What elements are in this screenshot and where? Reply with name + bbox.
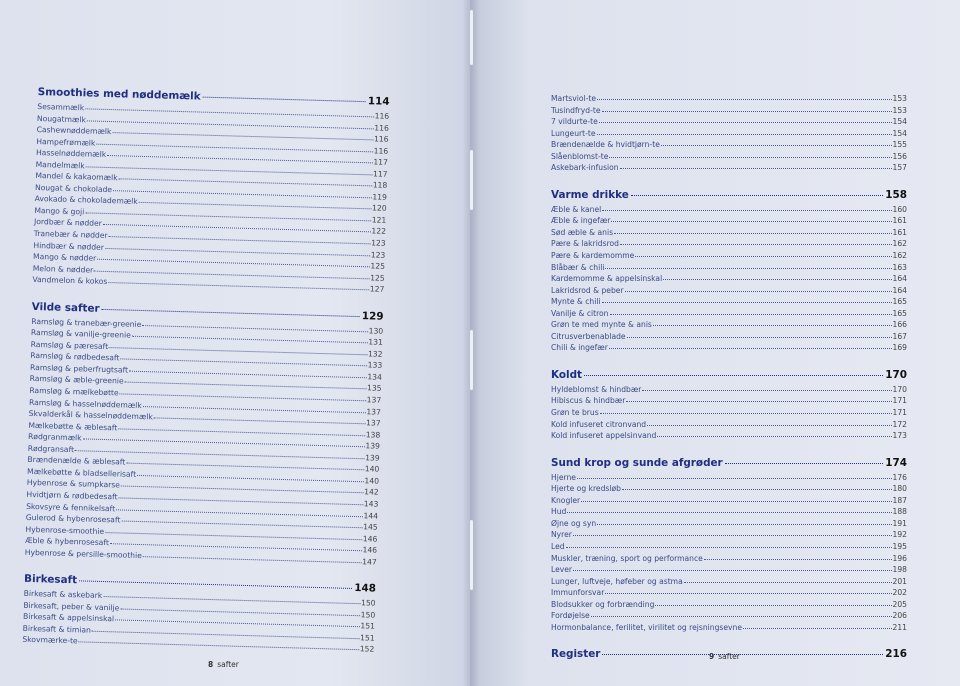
- entry-label: Hibiscus & hindbær: [551, 396, 626, 406]
- entry-page-number: 147: [362, 556, 377, 567]
- entry-label: Hud: [551, 507, 567, 517]
- entry-page-number: 161: [892, 216, 907, 226]
- toc-entry: [551, 408, 907, 420]
- entry-label: Birkesaft & timian: [22, 623, 92, 635]
- entry-label: Chili & ingefær: [551, 343, 608, 353]
- dot-leader: [653, 325, 892, 326]
- entry-page-number: 116: [373, 134, 389, 144]
- entry-page-number: 180: [892, 484, 907, 494]
- entry-label: Grøn te brus: [551, 408, 599, 418]
- entry-label: Æble & hybenrosesaft: [25, 535, 110, 548]
- dot-leader: [126, 463, 364, 471]
- entry-label: Æble & kanel: [551, 204, 602, 214]
- toc-entry: [551, 228, 907, 240]
- toc-entry: [551, 251, 907, 263]
- entry-label: Ramsløg & hasselnøddemælk: [28, 397, 142, 410]
- entry-page-number: 117: [372, 169, 388, 179]
- entry-page-number: 163: [892, 262, 907, 272]
- entry-label: Skovsyre & fennikelsaft: [26, 501, 116, 513]
- dot-leader: [143, 406, 366, 413]
- dot-leader: [567, 512, 891, 513]
- entry-label: Hybenrose & persille-smoothie: [24, 547, 142, 560]
- entry-label: 7 vildurte-te: [551, 117, 598, 127]
- binding-stitch: [470, 10, 473, 65]
- dot-leader: [142, 325, 367, 332]
- toc-entry: [551, 239, 907, 251]
- entry-label: Immunforsvar: [551, 588, 605, 598]
- entry-page-number: 138: [365, 429, 381, 440]
- toc-entry: [551, 420, 907, 432]
- section-title: Birkesaft: [23, 573, 78, 587]
- entry-page-number: 133: [367, 360, 383, 371]
- section-title: Varme drikke: [551, 188, 629, 201]
- entry-page-number: 116: [374, 122, 389, 133]
- section-title: Koldt: [551, 368, 582, 381]
- dot-leader: [600, 413, 892, 414]
- entry-page-number: 139: [365, 441, 381, 451]
- toc-entry: [551, 484, 907, 496]
- entry-page-number: 167: [892, 331, 907, 341]
- entry-page-number: 156: [892, 151, 907, 161]
- entry-label: Mynte & chili: [551, 297, 601, 307]
- entry-page-number: 166: [892, 320, 907, 330]
- entry-page-number: 162: [892, 239, 907, 249]
- dot-leader: [120, 608, 359, 616]
- entry-label: Blåbær & chili: [551, 262, 605, 272]
- toc-entry: [551, 396, 907, 408]
- entry-page-number: 119: [372, 192, 388, 202]
- dot-leader: [626, 401, 891, 402]
- entry-page-number: 151: [360, 621, 376, 631]
- entry-page-number: 169: [892, 343, 907, 353]
- left-folio: [208, 660, 239, 669]
- entry-page-number: 164: [892, 274, 907, 284]
- entry-page-number: 146: [362, 533, 378, 544]
- binding-stitch: [470, 520, 473, 590]
- entry-page-number: 176: [892, 472, 907, 482]
- entry-page-number: 201: [892, 576, 907, 586]
- entry-label: Ramsløg & rødbedesaft: [30, 351, 120, 363]
- entry-page-number: 151: [359, 633, 375, 643]
- entry-label: Tranebær & nødder: [33, 228, 108, 241]
- dot-leader: [614, 233, 891, 234]
- toc-section-heading: [551, 648, 907, 664]
- entry-label: Brændenælde & æblesaft: [27, 455, 126, 467]
- entry-label: Slåenblomst-te: [551, 151, 609, 161]
- entry-label: Hybenrose & sumpkarse: [26, 478, 121, 490]
- section-page-number: 158: [885, 188, 907, 201]
- toc-entry: [551, 343, 907, 355]
- entry-page-number: 170: [892, 384, 907, 394]
- entry-page-number: 165: [892, 308, 907, 318]
- toc-entry: [551, 286, 907, 298]
- dot-leader: [79, 581, 352, 590]
- toc-entry: [551, 611, 907, 623]
- entry-page-number: 205: [892, 599, 907, 609]
- section-page-number: 148: [354, 582, 377, 595]
- dot-leader: [625, 291, 892, 292]
- dot-leader: [143, 556, 361, 563]
- entry-label: Hindbær & nødder: [33, 240, 105, 252]
- section-spacer: [551, 634, 907, 644]
- entry-label: Lungeurt-te: [551, 128, 596, 138]
- entry-page-number: 195: [892, 541, 907, 551]
- entry-label: Ramsløg & tranebær-greenie: [31, 316, 142, 329]
- toc-entry: [551, 577, 907, 589]
- entry-label: Ramsløg & æble-greenie: [29, 374, 124, 386]
- toc-entry: [551, 588, 907, 600]
- entry-page-number: 130: [368, 326, 384, 336]
- section-title: Smoothies med nøddemælk: [37, 85, 201, 103]
- entry-page-number: 125: [370, 261, 386, 271]
- entry-label: Tusindfryd-te: [551, 105, 601, 115]
- entry-page-number: 140: [364, 476, 380, 486]
- entry-label: Pære & kardemomme: [551, 251, 635, 261]
- entry-page-number: 165: [892, 297, 907, 307]
- toc-entry: [551, 320, 907, 332]
- left-page: [0, 0, 470, 686]
- section-title: Sund krop og sunde afgrøder: [551, 456, 723, 469]
- entry-page-number: 125: [370, 273, 385, 283]
- dot-leader: [573, 570, 891, 571]
- toc-entry: [551, 117, 907, 129]
- section-spacer: [551, 175, 907, 185]
- entry-page-number: 211: [892, 622, 907, 632]
- entry-label: Mandelmælk: [35, 159, 85, 171]
- dot-leader: [602, 111, 892, 112]
- dot-leader: [661, 145, 892, 146]
- entry-label: Vandmelon & kokos: [32, 275, 108, 287]
- left-folio-label: safter: [217, 660, 239, 669]
- entry-page-number: 134: [367, 372, 383, 382]
- toc-entry: [551, 565, 907, 577]
- entry-label: Avokado & chokolademælk: [34, 194, 138, 207]
- toc-entry: [551, 152, 907, 164]
- entry-page-number: 142: [364, 487, 379, 498]
- entry-label: Ramsløg & pæresaft: [30, 339, 109, 351]
- entry-label: Mandel & kakaomælk: [35, 171, 118, 183]
- dot-leader: [704, 559, 892, 560]
- dot-leader: [725, 463, 884, 464]
- dot-leader: [657, 436, 891, 437]
- entry-label: Lakridsrod & peber: [551, 285, 624, 295]
- entry-page-number: 144: [363, 510, 379, 521]
- entry-page-number: 135: [366, 383, 382, 394]
- entry-label: Cashewnøddemælk: [36, 125, 112, 137]
- entry-page-number: 157: [892, 163, 907, 173]
- entry-label: Fordøjelse: [551, 611, 590, 621]
- entry-page-number: 140: [364, 464, 380, 474]
- entry-page-number: 162: [892, 251, 907, 261]
- dot-leader: [577, 478, 892, 479]
- dot-leader: [627, 337, 892, 338]
- dot-leader: [610, 314, 892, 315]
- dot-leader: [602, 302, 892, 303]
- toc-entry: [551, 473, 907, 485]
- entry-page-number: 121: [371, 215, 387, 225]
- entry-page-number: 137: [366, 395, 382, 405]
- entry-page-number: 117: [373, 157, 389, 167]
- entry-label: Nougatmælk: [36, 113, 87, 124]
- toc-section-heading: [551, 457, 907, 473]
- entry-page-number: 116: [373, 146, 389, 156]
- entry-page-number: 160: [892, 204, 907, 214]
- entry-label: Mælkebøtte & æblesaft: [28, 420, 118, 433]
- section-page-number: 129: [361, 309, 384, 323]
- toc-entry: [551, 309, 907, 321]
- entry-page-number: 187: [892, 495, 907, 505]
- dot-leader: [609, 348, 892, 349]
- dot-leader: [655, 605, 891, 606]
- entry-page-number: 116: [374, 111, 390, 121]
- dot-leader: [684, 582, 892, 583]
- entry-page-number: 154: [892, 128, 907, 138]
- dot-leader: [647, 425, 891, 426]
- dot-leader: [139, 202, 371, 209]
- entry-page-number: 150: [360, 610, 376, 620]
- entry-label: Jordbær & nødder: [33, 217, 102, 229]
- entry-page-number: 137: [365, 418, 381, 428]
- dot-leader: [591, 616, 892, 617]
- entry-page-number: 191: [892, 518, 907, 528]
- entry-page-number: 196: [892, 553, 907, 563]
- entry-page-number: 155: [892, 140, 907, 150]
- toc-entry: [551, 297, 907, 309]
- entry-label: Hormonbalance, ferilitet, virilitet og rejsningsevne: [551, 622, 743, 632]
- entry-label: Hjerte og kredsløb: [551, 484, 621, 494]
- dot-leader: [129, 371, 366, 379]
- entry-label: Askebark-infusion: [551, 163, 619, 173]
- entry-page-number: 161: [892, 227, 907, 237]
- dot-leader: [203, 97, 366, 103]
- section-page-number: 114: [367, 95, 390, 108]
- toc-entry: [551, 274, 907, 286]
- entry-label: Led: [551, 541, 565, 551]
- dot-leader: [154, 417, 365, 424]
- entry-label: Øjne og syn: [551, 518, 597, 528]
- entry-label: Hyldeblomst & hindbær: [551, 384, 642, 394]
- dot-leader: [663, 279, 891, 280]
- entry-page-number: 143: [363, 499, 379, 509]
- entry-page-number: 132: [367, 349, 383, 359]
- entry-page-number: 154: [892, 117, 907, 127]
- toc-entry: [551, 205, 907, 217]
- entry-page-number: 153: [892, 94, 907, 103]
- dot-leader: [605, 268, 891, 269]
- entry-page-number: 145: [363, 522, 378, 532]
- toc-entry: [551, 507, 907, 519]
- dot-leader: [584, 375, 883, 376]
- dot-leader: [137, 475, 363, 482]
- entry-label: Gulerod & hybenrosesaft: [25, 512, 121, 525]
- toc-entry: [551, 106, 907, 118]
- entry-page-number: 123: [370, 249, 386, 260]
- toc-entry: [551, 530, 907, 542]
- dot-leader: [581, 501, 891, 502]
- entry-label: Brændenælde & hvidtjørn-te: [551, 140, 660, 150]
- dot-leader: [620, 244, 891, 245]
- dot-leader: [597, 99, 891, 100]
- entry-page-number: 120: [371, 203, 387, 214]
- dot-leader: [605, 593, 891, 594]
- dot-leader: [602, 210, 891, 211]
- entry-label: Hasselnøddemælk: [35, 148, 107, 160]
- binding-stitch: [470, 150, 473, 210]
- entry-label: Knogler: [551, 495, 581, 505]
- toc-entry: [551, 163, 907, 175]
- entry-page-number: 202: [892, 588, 907, 598]
- entry-label: Ramsløg & vanilje-greenie: [30, 328, 131, 340]
- entry-page-number: 188: [892, 507, 907, 517]
- entry-label: Pære & lakridsrod: [551, 239, 620, 249]
- entry-label: Skvalderkål & hasselnøddemælk: [28, 408, 153, 422]
- entry-page-number: 171: [892, 408, 907, 418]
- entry-label: Martsviol-te: [551, 94, 597, 103]
- right-folio-number: 9: [709, 652, 715, 661]
- dot-leader: [599, 122, 892, 123]
- entry-page-number: 139: [365, 453, 380, 463]
- dot-leader: [609, 157, 891, 158]
- entry-label: Nougat & chokolade: [34, 182, 113, 194]
- entry-page-number: 146: [362, 545, 378, 555]
- entry-label: Vanilje & citron: [551, 308, 609, 318]
- entry-label: Æble & ingefær: [551, 216, 611, 226]
- entry-page-number: 150: [360, 598, 376, 608]
- entry-page-number: 131: [368, 337, 383, 348]
- entry-page-number: 137: [366, 406, 382, 417]
- toc-entry: [551, 519, 907, 531]
- entry-label: Rødgransaft: [27, 443, 75, 454]
- dot-leader: [743, 628, 891, 629]
- toc-entry: [551, 140, 907, 152]
- section-title: Register: [551, 648, 601, 661]
- toc-entry: [551, 496, 907, 508]
- entry-label: Lunger, luftveje, høfeber og astma: [551, 576, 683, 586]
- entry-label: Sesammælk: [37, 101, 85, 113]
- toc-entry: [551, 332, 907, 344]
- dot-leader: [132, 336, 368, 344]
- entry-label: Hvidtjørn & rødbedesaft: [26, 489, 118, 502]
- toc-section-heading: [551, 189, 907, 205]
- entry-label: Sød æble & anis: [551, 227, 614, 237]
- entry-label: Kardemomme & appelsinskal: [551, 274, 663, 284]
- entry-label: Kold infuseret appelsinvand: [551, 431, 657, 441]
- dot-leader: [635, 256, 891, 257]
- dot-leader: [566, 547, 892, 548]
- left-toc: [22, 82, 390, 657]
- dot-leader: [102, 309, 360, 317]
- dot-leader: [602, 654, 883, 655]
- section-page-number: 216: [885, 648, 907, 661]
- entry-page-number: 206: [892, 611, 907, 621]
- section-title: Vilde safter: [31, 300, 100, 315]
- section-spacer: [551, 355, 907, 365]
- toc-entry: [551, 94, 907, 106]
- toc-entry: [551, 431, 907, 443]
- toc-entry: [551, 542, 907, 554]
- entry-page-number: 127: [369, 284, 385, 294]
- entry-page-number: 198: [892, 565, 907, 575]
- entry-label: Hampefrømælk: [36, 136, 96, 148]
- entry-page-number: 123: [371, 238, 386, 248]
- entry-label: Rødgranmælk: [27, 432, 82, 443]
- entry-label: Ramsløg & mælkebøtte: [29, 385, 119, 398]
- entry-page-number: 173: [892, 431, 907, 441]
- entry-label: Muskler, træning, sport og performance: [551, 553, 703, 563]
- section-spacer: [551, 443, 907, 453]
- dot-leader: [611, 221, 891, 222]
- entry-page-number: 153: [892, 105, 907, 115]
- entry-label: Melon & nødder: [32, 263, 94, 275]
- entry-page-number: 192: [892, 530, 907, 540]
- entry-page-number: 164: [892, 285, 907, 295]
- dot-leader: [597, 134, 892, 135]
- left-folio-number: 8: [208, 660, 214, 669]
- dot-leader: [573, 535, 892, 536]
- entry-label: Birkesaft & appelsinskal: [22, 612, 115, 624]
- toc-entry: [551, 623, 907, 635]
- binding-stitch: [470, 330, 473, 390]
- entry-label: Skovmærke-te: [22, 635, 78, 646]
- section-page-number: 170: [885, 368, 907, 381]
- entry-label: Mango & nødder: [32, 252, 97, 263]
- toc-entry: [551, 129, 907, 141]
- entry-label: Nyrer: [551, 530, 572, 540]
- entry-page-number: 152: [359, 644, 375, 655]
- dot-leader: [622, 489, 892, 490]
- entry-label: Grøn te med mynte & anis: [551, 320, 652, 330]
- dot-leader: [642, 390, 891, 391]
- toc-entry: [551, 385, 907, 397]
- entry-label: Citrusverbenablade: [551, 331, 626, 341]
- toc-entry: [551, 263, 907, 275]
- entry-label: Hybenrose-smoothie: [25, 524, 105, 536]
- entry-label: Mælkebøtte & bladsellerisaft: [27, 466, 137, 479]
- entry-label: Mango & goji: [34, 205, 85, 217]
- dot-leader: [631, 195, 883, 196]
- section-page-number: 174: [885, 456, 907, 469]
- toc-section-heading: [551, 369, 907, 385]
- entry-page-number: 171: [892, 396, 907, 406]
- right-folio-label: safter: [718, 652, 740, 661]
- dot-leader: [597, 524, 891, 525]
- entry-page-number: 122: [371, 226, 387, 237]
- toc-entry: [551, 554, 907, 566]
- right-toc: [551, 94, 907, 664]
- entry-page-number: 172: [892, 419, 907, 429]
- entry-label: Lever: [551, 565, 573, 575]
- entry-label: Ramsløg & peberfrugtsaft: [29, 362, 129, 375]
- toc-entry: [551, 216, 907, 228]
- entry-label: Hjerne: [551, 472, 576, 482]
- entry-label: Birkesaft, peber & vanilje: [23, 600, 120, 613]
- entry-label: Blodsukker og forbrænding: [551, 599, 655, 609]
- entry-label: Kold infuseret citronvand: [551, 419, 647, 429]
- entry-page-number: 118: [372, 180, 388, 191]
- dot-leader: [79, 642, 359, 651]
- dot-leader: [620, 168, 892, 169]
- toc-entry: [551, 600, 907, 612]
- entry-label: Birkesaft & askebark: [23, 589, 103, 601]
